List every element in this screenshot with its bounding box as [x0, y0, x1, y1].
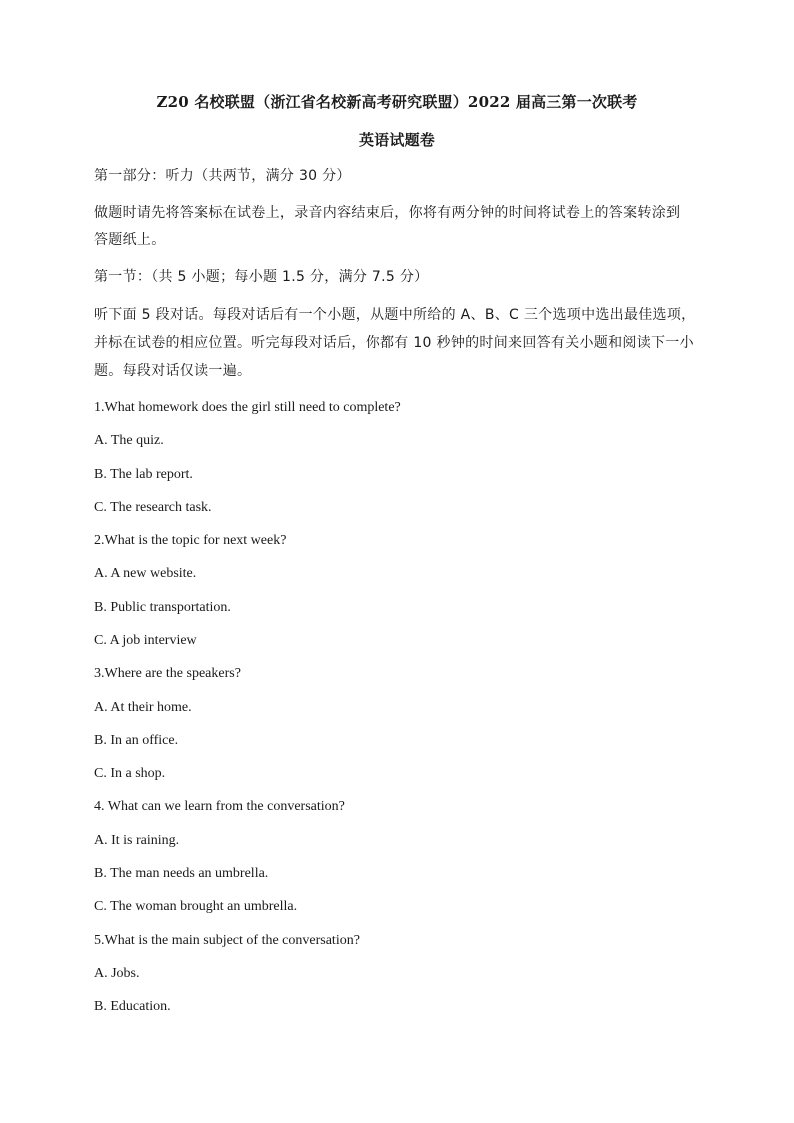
question-4-option-b: B. The man needs an umbrella.	[94, 866, 269, 881]
exam-title: Z20 名校联盟（浙江省名校新高考研究联盟）2022 届高三第一次联考	[156, 93, 638, 111]
question-3-option-c: C. In a shop.	[94, 766, 166, 781]
question-1-stem: 1.What homework does the girl still need to complete?	[94, 400, 401, 415]
question-4-option-a: A. It is raining.	[94, 833, 180, 848]
question-3-stem: 3.Where are the speakers?	[94, 666, 241, 681]
question-5-stem: 5.What is the main subject of the conversation?	[94, 933, 360, 948]
question-1-option-b: B. The lab report.	[94, 467, 193, 482]
question-1-option-a: A. The quiz.	[94, 433, 164, 448]
question-2-option-c: C. A job interview	[94, 633, 197, 648]
directions-line-3: 题。每段对话仅读一遍。	[94, 363, 252, 379]
question-1-option-c: C. The research task.	[94, 500, 212, 515]
question-3-option-a: A. At their home.	[94, 700, 192, 715]
instruction-line-2: 答题纸上。	[94, 232, 166, 248]
exam-subtitle: 英语试题卷	[358, 131, 435, 149]
subsection-heading: 第一节：（共 5 小题；每小题 1.5 分，满分 7.5 分）	[94, 269, 429, 285]
question-5-option-b: B. Education.	[94, 999, 171, 1014]
question-2-stem: 2.What is the topic for next week?	[94, 533, 287, 548]
instruction-line-1: 做题时请先将答案标在试卷上，录音内容结束后，你将有两分钟的时间将试卷上的答案转涂到	[94, 205, 681, 221]
question-3-option-b: B. In an office.	[94, 733, 179, 748]
question-2-option-b: B. Public transportation.	[94, 600, 231, 615]
part-heading: 第一部分：听力（共两节，满分 30 分）	[94, 168, 351, 184]
directions-line-2: 并标在试卷的相应位置。听完每段对话后，你都有 10 秒钟的时间来回答有关小题和阅读下一小	[94, 335, 694, 351]
question-2-option-a: A. A new website.	[94, 566, 197, 581]
question-4-stem: 4. What can we learn from the conversation?	[94, 799, 345, 814]
directions-line-1: 听下面 5 段对话。每段对话后有一个小题，从题中所给的 A、B、C 三个选项中选出最佳选项，	[94, 307, 696, 323]
question-5-option-a: A. Jobs.	[94, 966, 140, 981]
question-4-option-c: C. The woman brought an umbrella.	[94, 899, 298, 914]
